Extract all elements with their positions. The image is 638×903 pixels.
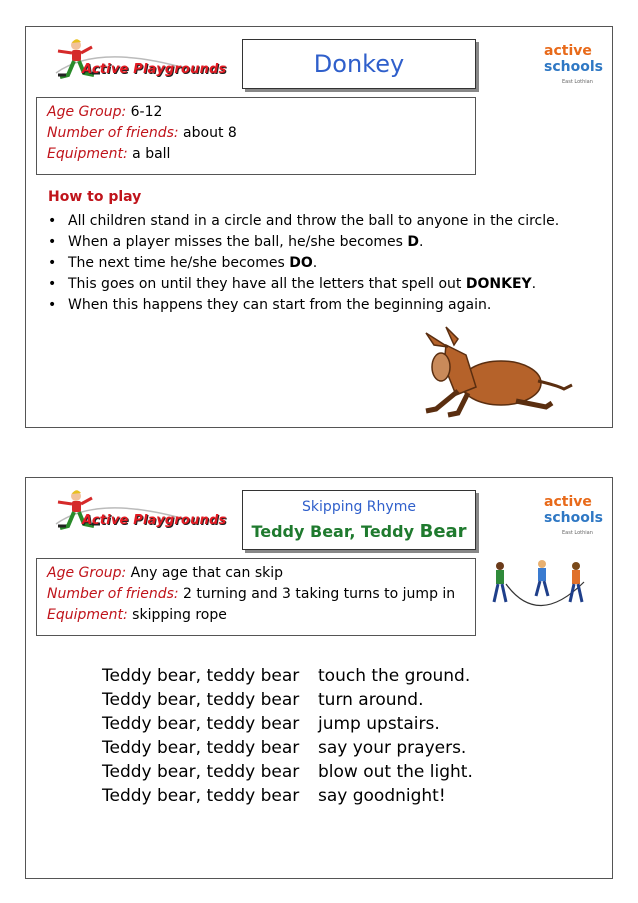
running-child-icon xyxy=(38,33,238,89)
rule-text: When a player misses the ball, he/she becomes xyxy=(68,234,408,250)
rules-list xyxy=(48,211,559,316)
list-item xyxy=(48,232,559,253)
page-title: Donkey xyxy=(313,50,405,78)
info-value: Any age that can skip xyxy=(130,565,284,581)
age-group-row xyxy=(47,102,475,123)
rhyme-left: Teddy bear, teddy bear xyxy=(102,690,300,710)
rhyme-line xyxy=(102,688,473,712)
rhyme-right: jump upstairs. xyxy=(318,714,440,734)
info-label: Age Group: xyxy=(47,565,127,581)
rule-bold: DONKEY xyxy=(465,276,532,292)
info-label: Equipment: xyxy=(47,146,128,162)
rhyme-right: blow out the light. xyxy=(318,762,473,782)
page-subtitle: Skipping Rhyme xyxy=(302,499,416,515)
title-part-large: Bear xyxy=(419,521,467,542)
info-value: 2 turning and 3 taking turns to jump in xyxy=(183,586,456,602)
active-schools-line-3: East Lothian xyxy=(562,530,593,536)
rhyme-left: Teddy bear, teddy bear xyxy=(102,738,300,758)
active-schools-line-3: East Lothian xyxy=(562,79,593,85)
page-title xyxy=(243,521,475,542)
rule-text-end: . xyxy=(531,276,537,292)
info-box xyxy=(36,97,476,175)
rhyme-line xyxy=(102,736,473,760)
list-item xyxy=(48,253,559,274)
rhyme-text xyxy=(102,664,473,808)
active-playgrounds-logo xyxy=(38,484,238,540)
list-item xyxy=(48,295,559,316)
info-label: Age Group: xyxy=(47,104,127,120)
friends-row xyxy=(47,584,475,605)
rhyme-right: say goodnight! xyxy=(318,786,446,806)
active-schools-line-2: schools xyxy=(544,510,603,526)
info-value: 6-12 xyxy=(130,104,163,120)
info-label: Equipment: xyxy=(47,607,128,623)
list-item xyxy=(48,274,559,295)
active-schools-line-1: active xyxy=(544,43,592,59)
rhyme-line xyxy=(102,784,473,808)
friends-row xyxy=(47,123,475,144)
equipment-row xyxy=(47,144,475,165)
skipping-children-icon xyxy=(488,558,598,618)
active-playgrounds-logo xyxy=(38,33,238,89)
info-value: skipping rope xyxy=(132,607,227,623)
rule-text: All children stand in a circle and throw the ball to anyone in the circle. xyxy=(68,213,560,229)
title-box xyxy=(242,39,476,89)
teddy-bear-card xyxy=(25,477,613,879)
rule-bold: D xyxy=(407,234,420,250)
info-box xyxy=(36,558,476,636)
donkey-icon xyxy=(396,325,576,420)
rule-bold: DO xyxy=(289,255,313,271)
active-playgrounds-text: Active Playgrounds xyxy=(82,513,227,528)
rhyme-line xyxy=(102,664,473,688)
rhyme-left: Teddy bear, teddy bear xyxy=(102,762,300,782)
rule-text-end: . xyxy=(419,234,424,250)
running-child-icon xyxy=(38,484,238,540)
rule-text-end: . xyxy=(312,255,318,271)
rule-text: When this happens they can start from the beginning again. xyxy=(68,297,492,313)
active-schools-logo xyxy=(540,486,612,542)
age-group-row xyxy=(47,563,475,584)
title-part: Teddy Bear, Teddy xyxy=(251,522,415,541)
active-schools-logo xyxy=(540,35,612,91)
rule-text: The next time he/she becomes xyxy=(68,255,290,271)
donkey-card xyxy=(25,26,613,428)
active-schools-line-1: active xyxy=(544,494,592,510)
info-label: Number of friends: xyxy=(47,125,179,141)
info-value: about 8 xyxy=(183,125,237,141)
rhyme-line xyxy=(102,760,473,784)
rule-text: This goes on until they have all the letters that spell out xyxy=(68,276,466,292)
rhyme-line xyxy=(102,712,473,736)
rhyme-right: turn around. xyxy=(318,690,424,710)
rhyme-left: Teddy bear, teddy bear xyxy=(102,786,300,806)
how-to-play-heading: How to play xyxy=(48,189,142,205)
rhyme-left: Teddy bear, teddy bear xyxy=(102,714,300,734)
active-schools-line-2: schools xyxy=(544,59,603,75)
info-value: a ball xyxy=(132,146,171,162)
active-playgrounds-text: Active Playgrounds xyxy=(82,62,227,77)
rhyme-right: touch the ground. xyxy=(318,666,471,686)
rhyme-right: say your prayers. xyxy=(318,738,467,758)
title-box xyxy=(242,490,476,550)
info-label: Number of friends: xyxy=(47,586,179,602)
rhyme-left: Teddy bear, teddy bear xyxy=(102,666,300,686)
list-item xyxy=(48,211,559,232)
equipment-row xyxy=(47,605,475,626)
